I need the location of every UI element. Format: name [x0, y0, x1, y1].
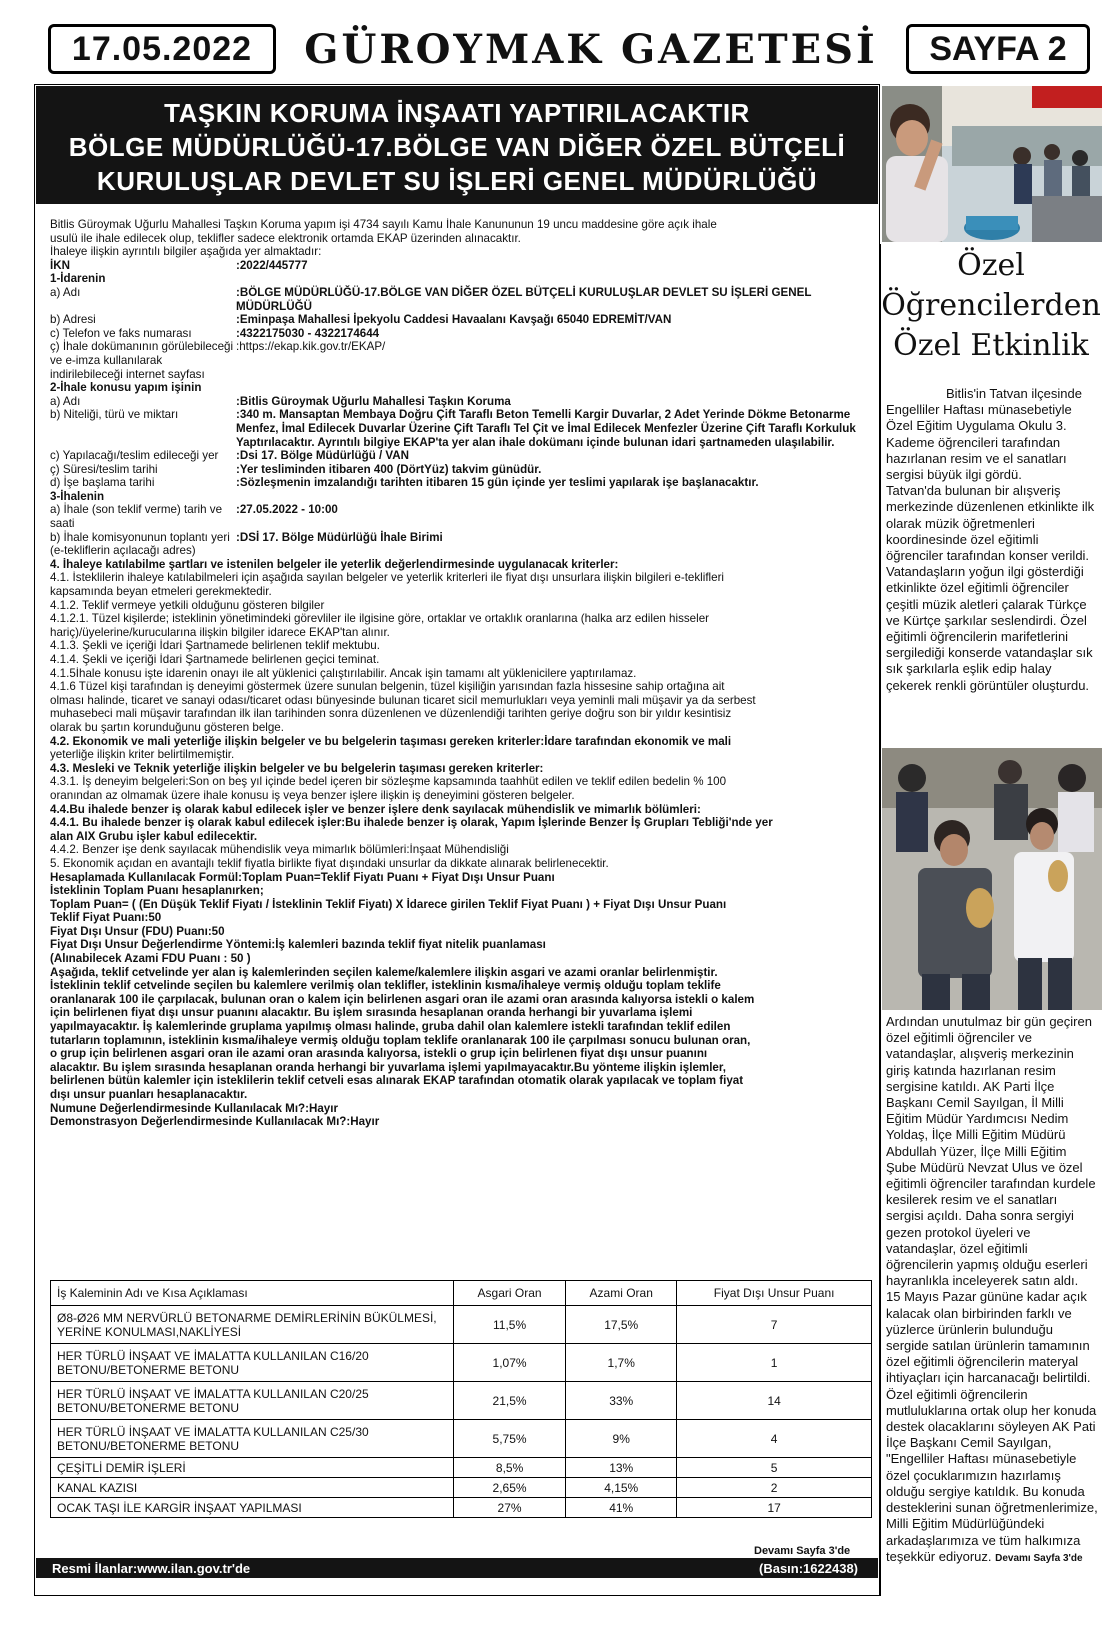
criteria-line: yeterliğe ilişkin kriter belirtilmemiştir. [50, 748, 235, 762]
detail-value: :2022/445777 [236, 258, 308, 272]
announcement-headline [36, 86, 878, 204]
detail-value: :Sözleşmenin imzalandığı tarihten itibaren 15 gün içinde yer teslimi yapılarak işe başlanacaktır. [236, 476, 759, 490]
criteria-line: Aşağıda, teklif cetvelinde yer alan iş kalemlerinden seçilen kaleme/kalemlere ilişkin asgari ve azami oranlar belirlenmiştir. [50, 965, 718, 979]
fdu-score: 5 [677, 1458, 872, 1478]
story-title-line-1: Özel [957, 248, 1025, 283]
table-row [51, 1344, 872, 1382]
max-ratio: 33% [566, 1382, 677, 1420]
item-name: HER TÜRLÜ İNŞAAT VE İMALATTA KULLANILAN C16/20 BETONU/BETONERME BETONU [51, 1344, 454, 1382]
max-ratio: 13% [566, 1458, 677, 1478]
fdu-score: 1 [677, 1344, 872, 1382]
item-name: KANAL KAZISI [51, 1478, 454, 1498]
detail-label: c) Telefon ve faks numarası [50, 326, 192, 340]
announcement-intro [50, 218, 872, 259]
max-ratio: 17,5% [566, 1306, 677, 1344]
intro-line: usulü ile ihale edilecek olup, teklifler sadece elektronik ortamda EKAP üzerinden alınacaktır. [50, 231, 521, 245]
masthead [34, 20, 1102, 82]
detail-label: 3-İhalenin [50, 489, 105, 503]
detail-row [50, 395, 872, 409]
detail-row [50, 449, 872, 463]
item-name: ÇEŞİTLİ DEMİR İŞLERİ [51, 1458, 454, 1478]
detail-row [50, 381, 872, 395]
story-title-line-3: Özel Etkinlik [893, 328, 1089, 363]
announcement-criteria [50, 558, 872, 1129]
criteria-line: oranından az olmamak üzere ihale konusu iş veya benzer işlere ilişkin iş deneyimini gösteren belgeler. [50, 788, 575, 802]
max-ratio: 9% [566, 1420, 677, 1458]
story-paragraph [886, 1289, 1098, 1386]
criteria-line: tutarların toplamının, isteklinin kısma/ihaleye vermiş olduğu toplam teklife oranlanarak 100 ile çarpılması sonucu bulunan oran, [50, 1033, 751, 1047]
min-ratio: 27% [454, 1498, 566, 1518]
detail-row [50, 503, 872, 530]
item-name: HER TÜRLÜ İNŞAAT VE İMALATTA KULLANILAN C25/30 BETONU/BETONERME BETONU [51, 1420, 454, 1458]
min-ratio: 21,5% [454, 1382, 566, 1420]
detail-row [50, 272, 872, 286]
table-header-row [51, 1281, 872, 1306]
criteria-line: 5. Ekonomik açıdan en avantajlı teklif fiyatla birlikte fiyat dışındaki unsurlar da dikkate alınarak belirlenecektir. [50, 856, 609, 870]
detail-label: d) İşe başlama tarihi [50, 476, 155, 490]
story-paragraph-text: Özel eğitimli öğrencilerin mutluluklarına ortak olup her konuda destek olacaklarını söyleyen AK Pati İlçe Başkanı Cemil Sayılgan, "Engelliler Haftası münasebetiyle özel çocuklarımızın hazırlamış olduğu sergiye katıldık. Bu konuda desteklerini sunan öğretmenlerimize, Milli Eğitim Müdürlüğündeki arkadaşlarımıza ve tüm halkımıza teşekkür ediyoruz. [886, 1386, 1098, 1564]
detail-row [50, 476, 872, 490]
detail-value: :340 m. Mansaptan Membaya Doğru Çift Taraflı Beton Temelli Kargir Duvarlar, 2 Adet Yerinde Dökme Betonarme Menfez, İmal Edilecek Duvarlar Üzerine Çift Taraflı Tel Çit ve İmal Edilecek Menfezler Üzerine Çift Taraflı Korkuluk Yaptırılacaktır. Ayrıntılı bilgiye EKAP'ta yer alan ihale dokümanı içinde bulunan idari şartnameden ulaşılabilir. [236, 408, 856, 449]
criteria-line: yapılmayacaktır. İş kalemlerinde gruplama yapılmış olması halinde, gruba dahil olan kalemlere istekli tarafından teklif edilen [50, 1020, 731, 1034]
detail-row [50, 259, 872, 273]
criteria-line: Teklif Fiyat Puanı:50 [50, 911, 162, 925]
headline-line-1: TAŞKIN KORUMA İNŞAATI YAPTIRILACAKTIR [164, 98, 750, 128]
col-header-min: Asgari Oran [454, 1281, 566, 1306]
criteria-line: kapsamında beyan etmeleri gerekmektedir. [50, 585, 272, 599]
announcement-details [50, 259, 872, 558]
criteria-line: Toplam Puan= ( (En Düşük Teklif Fiyatı / İsteklinin Teklif Fiyatı) X İdarece girilen Teklif Fiyat Puanı ) + Fiyat Dışı Unsur Puanı [50, 897, 727, 911]
criteria-line: Fiyat Dışı Unsur (FDU) Puanı:50 [50, 924, 225, 938]
story-title [880, 246, 1102, 366]
concert-photo [882, 86, 1102, 242]
story-paragraph [886, 1014, 1098, 1289]
criteria-line: (Alınabilecek Azami FDU Puanı : 50 ) [50, 952, 251, 966]
detail-label: b) Adresi [50, 313, 96, 327]
min-ratio: 11,5% [454, 1306, 566, 1344]
detail-row [50, 327, 872, 341]
table-row [51, 1458, 872, 1478]
criteria-line: olması halinde, ticaret ve sanayi odası/ticaret odası bünyesinde bulunan ticaret sicil memurlukları veya yeminli mali müşavir ya da serbest [50, 693, 756, 707]
table-row [51, 1478, 872, 1498]
criteria-line: dışı unsur puanları hesaplanacaktır. [50, 1088, 248, 1101]
column-divider [880, 244, 881, 1596]
detail-label: 2-İhale konusu yapım işinin [50, 381, 202, 395]
detail-value [236, 381, 872, 395]
col-header-max: Azami Oran [566, 1281, 677, 1306]
newspaper-title: GÜROYMAK GAZETESİ [304, 25, 878, 73]
detail-value: :27.05.2022 - 10:00 [236, 503, 338, 517]
criteria-line: 4.1.4. Şekli ve içeriği İdari Şartnamede belirlenen geçici teminat. [50, 653, 380, 666]
criteria-line: 4.1. İsteklilerin ihaleye katılabilmeleri için aşağıda sayılan belgeler ve yeterlik kriterleri ile fiyat dışı unsurlara ilişkin bilgileri e-teklifleri [50, 571, 725, 585]
criteria-line: belirlenen bütün kalemler için isteklilerin teklif cetveli esas alınarak EKAP tarafından otomatik olarak yapılacak ve toplam fiyat [50, 1074, 744, 1088]
detail-value: :4322175030 - 4322174644 [236, 326, 380, 340]
story-paragraph-text: 15 Mayıs Pazar gününe kadar açık kalacak olan birbirinden farklı ve yüzlerce ürünlerin bulunduğu sergide satılan ürünlerin tamamının özel eğitimli öğrencilerin materyal ihtiyaçları için harcanacağı belirtildi. [886, 1289, 1091, 1386]
detail-label: ç) Süresi/teslim tarihi [50, 462, 158, 476]
detail-value: :Eminpaşa Mahallesi İpekyolu Caddesi Havaalanı Kavşağı 65040 EDREMİT/VAN [236, 313, 672, 327]
page-number: SAYFA 2 [906, 24, 1090, 74]
table-row [51, 1420, 872, 1458]
detail-label: a) Adı [50, 394, 81, 408]
criteria-line: için belirlenen fiyat dışı unsur puanını alacaktır. Bu işlem sırasında hesaplanan oranda herhangi bir yuvarlama işlemi [50, 1006, 693, 1020]
detail-row [50, 463, 872, 477]
criteria-line: hariç)/üyelerine/kurucularına ilişkin bilgiler idarece EKAP'tan alınır. [50, 625, 390, 639]
intro-line: Bitlis Güroymak Uğurlu Mahallesi Taşkın Koruma yapım işi 4734 sayılı Kamu İhale Kanununun 19 uncu maddesine göre açık ihale [50, 218, 717, 231]
detail-value: :https://ekap.kik.gov.tr/EKAP/ [236, 340, 386, 354]
criteria-line: o grup için belirlenen asgari oran ile azami oran arasında kalıyorsa, istekli o grup için belirlenen fiyat dışı unsur puanını [50, 1047, 708, 1061]
min-ratio: 5,75% [454, 1420, 566, 1458]
max-ratio: 4,15% [566, 1478, 677, 1498]
story-paragraph: Bitlis'in Tatvan ilçesinde Engelliler Haftası münasebetiyle Özel Eğitim Uygulama Okulu 3. Kademe öğrencileri tarafından hazırlanan resim ve el sanatları sergisi büyük ilgi gördü. [886, 386, 1082, 483]
table-row [51, 1306, 872, 1344]
min-ratio: 8,5% [454, 1458, 566, 1478]
detail-label: 1-İdarenin [50, 272, 106, 286]
detail-row [50, 286, 872, 313]
criteria-line: 4.3. Mesleki ve Teknik yeterliğe ilişkin belgeler ve bu belgelerin taşıması gereken kriterler: [50, 761, 544, 775]
criteria-line: 4.2. Ekonomik ve mali yeterliğe ilişkin belgeler ve bu belgelerin taşıması gereken kriterler:İdare tarafından ekonomik ve mali [50, 734, 732, 748]
detail-value [236, 490, 872, 504]
criteria-line: 4.4.Bu ihalede benzer iş olarak kabul edilecek işler ve benzer işlere denk sayılacak mühendislik ve mimarlık bölümleri: [50, 802, 701, 816]
detail-label: ç) İhale dokümanının görülebileceği ve e-imza kullanılarak indirilebileceği internet sayfası [50, 340, 234, 381]
criteria-line: Fiyat Dışı Unsur Değerlendirme Yöntemi:İş kalemleri bazında teklif fiyat nitelik puanlaması [50, 938, 546, 952]
criteria-line: 4.1.6 Tüzel kişi tarafından iş deneyimi göstermek üzere sunulan belgenin, tüzel kişiliğin yarısından fazla hissesine sahip ortağına ait [50, 680, 725, 694]
intro-line: İhaleye ilişkin ayrıntılı bilgiler aşağıda yer almaktadır: [50, 245, 322, 259]
detail-row [50, 313, 872, 327]
detail-value [236, 272, 872, 286]
issue-date: 17.05.2022 [48, 24, 276, 74]
fdu-score: 14 [677, 1382, 872, 1420]
footer-website: Resmi İlanlar:www.ilan.gov.tr'de [52, 1560, 251, 1576]
criteria-line: 4.1.5İhale konusu işte idarenin onayı ile alt yüklenici çalıştırılabilir. Ancak işin tamamı alt yüklenicilere yaptırılamaz. [50, 666, 637, 680]
min-ratio: 2,65% [454, 1478, 566, 1498]
fdu-score: 4 [677, 1420, 872, 1458]
col-header-item: İş Kaleminin Adı ve Kısa Açıklaması [51, 1281, 454, 1306]
footer-press-code: (Basın:1622438) [759, 1560, 858, 1576]
criteria-line: 4.1.2. Teklif vermeye yetkili olduğunu gösteren bilgiler [50, 598, 325, 612]
continued-note: Devamı Sayfa 3'de [754, 1545, 851, 1557]
detail-value: :Bitlis Güroymak Uğurlu Mahallesi Taşkın Koruma [236, 394, 511, 408]
fdu-score: 17 [677, 1498, 872, 1518]
detail-value: :BÖLGE MÜDÜRLÜĞÜ-17.BÖLGE VAN DİĞER ÖZEL BÜTÇELİ KURULUŞLAR DEVLET SU İŞLERİ GENEL MÜDÜRLÜĞÜ [236, 285, 812, 313]
story-paragraph [886, 1387, 1098, 1567]
announcement-body [50, 218, 872, 1129]
criteria-line: 4.4.2. Benzer işe denk sayılacak mühendislik veya mimarlık bölümleri:İnşaat Mühendisliği [50, 843, 509, 857]
detail-value: :Dsi 17. Bölge Müdürlüğü / VAN [236, 449, 410, 463]
detail-label: c) Yapılacağı/teslim edileceği yer [50, 449, 219, 463]
criteria-line: İsteklinin teklif cetvelinde seçilen bu kalemlere verilmiş olan teklifler, isteklinin kısma/ihaleye vermiş olduğu toplam teklife [50, 979, 721, 993]
item-name: Ø8-Ø26 MM NERVÜRLÜ BETONARME DEMİRLERİNİN BÜKÜLMESİ, YERİNE KONULMASI,NAKLİYESİ [51, 1306, 454, 1344]
detail-label: İKN [50, 258, 70, 272]
item-name: HER TÜRLÜ İNŞAAT VE İMALATTA KULLANILAN C20/25 BETONU/BETONERME BETONU [51, 1382, 454, 1420]
criteria-table [50, 1280, 872, 1518]
col-header-score: Fiyat Dışı Unsur Puanı [677, 1281, 872, 1306]
detail-label: a) İhale (son teklif verme) tarih ve saati [50, 503, 223, 531]
detail-row [50, 490, 872, 504]
students-photo [882, 748, 1102, 1010]
max-ratio: 41% [566, 1498, 677, 1518]
criteria-line: alacaktır. Bu işlem sırasında hesaplanan oranda herhangi bir yuvarlama işlemi yapılmayacaktır.Bu yönteme ilişkin işlemler, [50, 1060, 726, 1074]
fdu-score: 2 [677, 1478, 872, 1498]
criteria-line: alan AIX Grubu işler kabul edilecektir. [50, 829, 258, 843]
criteria-line: 4.1.2.1. Tüzel kişilerde; isteklinin yönetimindeki görevliler ile ilgisine göre, ortaklar ve ortaklık oranlarına (halka arz edilen hisseler [50, 612, 710, 626]
story-title-line-2: Öğrencilerden [881, 288, 1101, 323]
headline-line-2: BÖLGE MÜDÜRLÜĞÜ-17.BÖLGE VAN DİĞER ÖZEL BÜTÇELİ [68, 132, 846, 162]
story-column-top [886, 386, 1098, 694]
max-ratio: 1,7% [566, 1344, 677, 1382]
story-continued-note: Devamı Sayfa 3'de [995, 1552, 1083, 1564]
story-column-bottom [886, 1014, 1098, 1567]
criteria-line: 4. İhaleye katılabilme şartları ve istenilen belgeler ile yeterlik değerlendirmesinde uygulanacak kriterler: [50, 557, 619, 571]
criteria-line: 4.3.1. İş deneyim belgeleri:Son on beş yıl içinde bedel içeren bir sözleşme kapsamında taahhüt edilen ve teklif edilen bedelin % 100 [50, 775, 727, 789]
criteria-line: olarak bu şartın korunduğunu gösteren belge. [50, 720, 284, 734]
detail-value: :Yer tesliminden itibaren 400 (DörtYüz) takvim günüdür. [236, 462, 542, 476]
headline-line-3: KURULUŞLAR DEVLET SU İŞLERİ GENEL MÜDÜRLÜĞÜ [96, 166, 818, 196]
item-name: OCAK TAŞI İLE KARGİR İNŞAAT YAPILMASI [51, 1498, 454, 1518]
story-paragraph: Tatvan'da bulunan bir alışveriş merkezinde düzenlenen etkinlikte ilk olarak müzik öğretmenleri koordinesinde özel eğitimli öğrenciler tarafından konser verildi. Vatandaşların yoğun ilgi gösterdiği etkinlikte özel eğitimli öğrenciler çeşitli müzik aletleri çalarak Türkçe ve Kürtçe şarkılar seslendirdi. Özel eğitimli öğrencilerin marifetlerini sergilediği konserde vatandaşlar sık sık şarkılarla eşlik edip halay çekerek renkli görüntüler oluşturdu. [886, 483, 1095, 693]
criteria-line: Numune Değerlendirmesinde Kullanılacak Mı?:Hayır [50, 1101, 338, 1115]
criteria-line: 4.1.3. Şekli ve içeriği İdari Şartnamede belirlenen teklif mektubu. [50, 639, 380, 653]
detail-row [50, 340, 872, 381]
fdu-score: 7 [677, 1306, 872, 1344]
criteria-line: Demonstrasyon Değerlendirmesinde Kullanılacak Mı?:Hayır [50, 1115, 380, 1129]
story-paragraph-text: Ardından unutulmaz bir gün geçiren özel eğitimli öğrenciler ve vatandaşlar, alışveriş merkezinin giriş katında hazırlanan resim sergisine katıldı. AK Parti İlçe Başkanı Cemil Sayılgan, İl Milli Eğitim Müdür Yardımcısı Nedim Yoldaş, İlçe Milli Eğitim Müdürü Abdullah Yüzer, İlçe Milli Eğitim Şube Müdürü Nevzat Ulus ve özel eğitimli öğrenciler tarafından kurdele kesilerek resim ve el sanatları sergisi açıldı. Daha sonra sergiyi gezen protokol üyeleri ve vatandaşlar, özel eğitimli öğrencilerin yapmış olduğu eserleri hayranlıkla inceleyerek satın aldı. [886, 1014, 1096, 1289]
min-ratio: 1,07% [454, 1344, 566, 1382]
criteria-line: 4.4.1. Bu ihalede benzer iş olarak kabul edilecek işler:Bu ihalede benzer iş olarak, Yapım İşlerinde Benzer İş Grupları Tebliği'nde yer [50, 816, 773, 830]
table-row [51, 1382, 872, 1420]
table-row [51, 1498, 872, 1518]
detail-label: b) Niteliği, türü ve miktarı [50, 408, 179, 422]
detail-row [50, 408, 872, 449]
criteria-line: muhasebeci mali müşavir tarafından ilk ilan tarihinden sonra düzenlenen ve düzenlendiği tarihten geriye doğru son bir yıldır kesintisiz [50, 707, 732, 721]
criteria-line: oranlanarak 100 ile çarpılacak, bulunan oran o kalem için belirlenen asgari oran ile azami oran arasında kalıyorsa istekli o kalem [50, 992, 755, 1006]
detail-label: b) İhale komisyonunun toplantı yeri (e-tekliflerin açılacağı adres) [50, 530, 230, 558]
detail-value: :DSİ 17. Bölge Müdürlüğü İhale Birimi [236, 530, 443, 544]
criteria-line: Hesaplamada Kullanılacak Formül:Toplam Puan=Teklif Fiyatı Puanı + Fiyat Dışı Unsur Puanı [50, 870, 555, 884]
criteria-line: İsteklinin Toplam Puanı hesaplanırken; [50, 884, 264, 898]
detail-row [50, 531, 872, 558]
footer-bar [36, 1558, 878, 1578]
detail-label: a) Adı [50, 285, 81, 299]
